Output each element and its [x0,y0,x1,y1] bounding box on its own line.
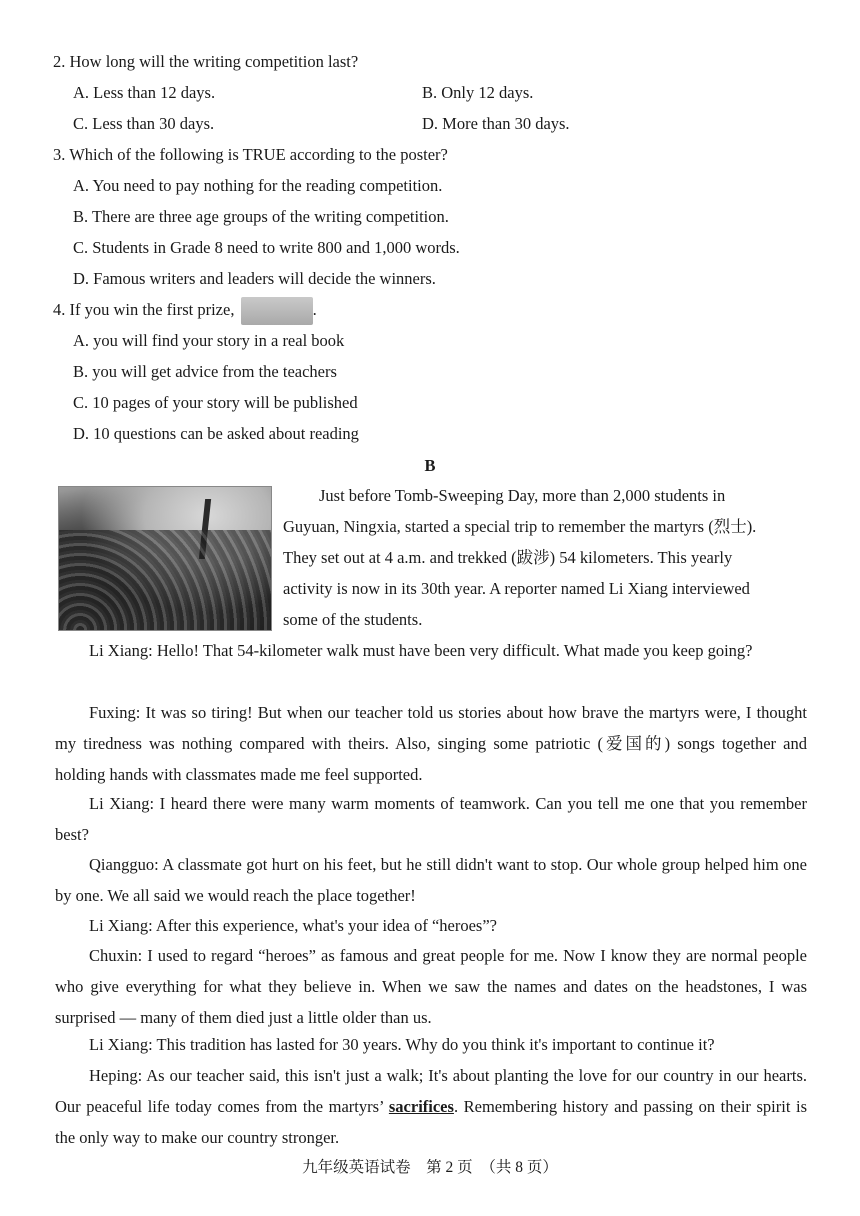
question-2-option-b: B. Only 12 days. [422,83,534,102]
heping-text-after: . Remembering history and passing on their spirit is the only way to make our country stronger. [55,1097,807,1147]
question-3-option-a: A. You need to pay nothing for the reading competition. [73,176,443,195]
intro-line-4: activity is now in its 30th year. A reporter named Li Xiang interviewed [283,579,750,598]
dialogue-chuxin: Chuxin: I used to regard “heroes” as famous and great people for me. Now I know they are normal people who give everything for what they believe in. When we saw the names and dates on the headstones, I was surprised — many of them died just a little older than us. [55,946,807,1027]
intro-line-5: some of the students. [283,610,423,629]
question-3-option-d: D. Famous writers and leaders will decide the winners. [73,269,436,288]
question-4 [53,294,317,325]
dialogue-li-xiang-3: Li Xiang: After this experience, what's your idea of “heroes”? [89,916,497,935]
heping-text-before: Heping: As our teacher said, this isn't just a walk; It's about planting the love for our country in our hearts. Our peaceful life today comes from the martyrs’ [55,1066,807,1116]
page-footer: 九年级英语试卷 第 2 页 （共 8 页） [302,1159,558,1176]
dialogue-li-xiang-4: Li Xiang: This tradition has lasted for 30 years. Why do you think it's important to continue it? [89,1035,715,1054]
question-3: 3. Which of the following is TRUE according to the poster? [53,145,448,164]
dialogue-li-xiang-1: Li Xiang: Hello! That 54-kilometer walk must have been very difficult. What made you keep going? [89,641,753,660]
dialogue-fuxing: Fuxing: It was so tiring! But when our teacher told us stories about how brave the martyrs were, I thought my tiredness was nothing compared with theirs. Also, singing some patriotic (爱国的) songs together and holding hands with classmates made me feel supported. [55,703,807,784]
question-3-option-b: B. There are three age groups of the writing competition. [73,207,449,226]
question-4-option-c: C. 10 pages of your story will be published [73,393,358,412]
question-2-option-d: D. More than 30 days. [422,114,570,133]
question-2: 2. How long will the writing competition last? [53,52,359,71]
question-4-option-d: D. 10 questions can be asked about reading [73,424,359,443]
section-b-title: B [424,456,436,475]
dialogue-heping [55,1060,807,1153]
intro-line-2: Guyuan, Ningxia, started a special trip to remember the martyrs (烈士). [283,517,757,536]
dialogue-qiangguo: Qiangguo: A classmate got hurt on his feet, but he still didn't want to stop. Our whole group helped him one by one. We all said we would reach the place together! [55,855,807,905]
question-4-period: . [312,300,317,319]
intro-line-1: Just before Tomb-Sweeping Day, more than 2,000 students in [319,486,726,505]
dialogue-li-xiang-2: Li Xiang: I heard there were many warm moments of teamwork. Can you tell me one that you remember best? [55,794,807,844]
question-4-option-a: A. you will find your story in a real book [73,331,345,350]
photo-crowd [59,530,271,630]
question-2-option-c: C. Less than 30 days. [73,114,215,133]
intro-line-3: They set out at 4 a.m. and trekked (跋涉) 54 kilometers. This yearly [283,548,733,567]
answer-blank [241,297,313,325]
keyword-sacrifices: sacrifices [388,1097,454,1116]
question-3-option-c: C. Students in Grade 8 need to write 800 and 1,000 words. [73,238,460,257]
students-trek-photo [58,486,272,631]
question-2-option-a: A. Less than 12 days. [73,83,216,102]
question-4-text: 4. If you win the first prize, [53,300,235,319]
question-4-option-b: B. you will get advice from the teachers [73,362,337,381]
